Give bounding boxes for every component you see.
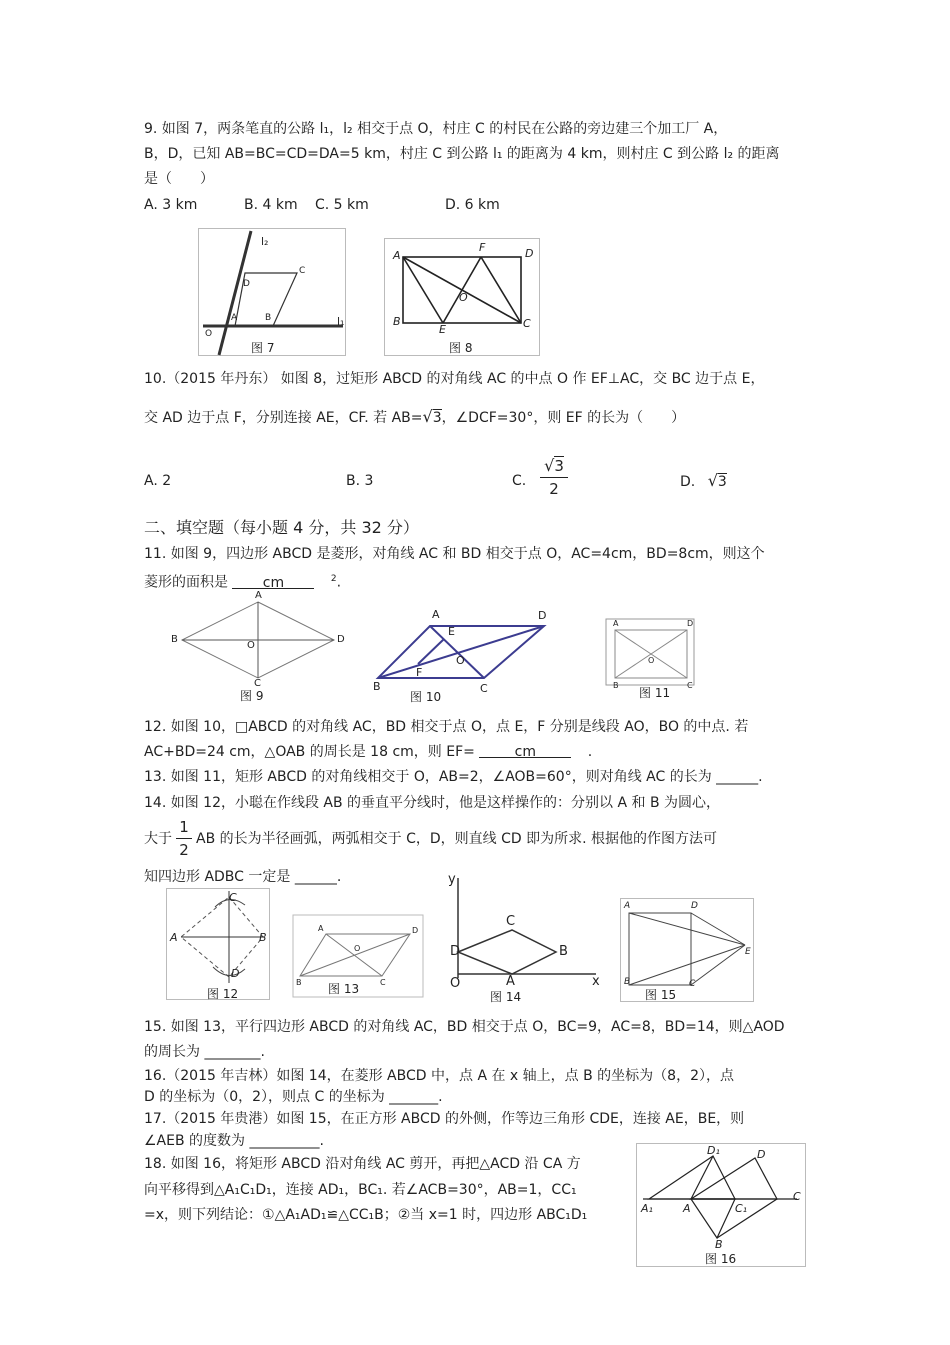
q14-fraction [176, 818, 192, 859]
label-l1: l₁ [337, 315, 345, 328]
sqrt-symbol: √ [544, 456, 555, 475]
label-a: A [624, 901, 631, 911]
label-d: D [757, 1148, 766, 1161]
unit: cm [514, 744, 536, 760]
figure-9-caption: 图 9 [240, 689, 264, 703]
seg-ef [418, 639, 444, 664]
label-b: B [259, 931, 267, 944]
frac-denominator: 2 [549, 480, 559, 498]
superscript: 2 [330, 574, 337, 584]
figure-9 [168, 590, 348, 704]
label-b: B [613, 681, 619, 690]
figure-14-drawing [444, 870, 604, 1006]
q10-option-d-prefix: D. [680, 474, 696, 490]
q10-option-c-fraction [540, 456, 568, 498]
sqrt-radicand: 3 [432, 410, 442, 426]
figure-12 [166, 888, 270, 1000]
figure-11-caption: 图 11 [639, 686, 671, 700]
q10-option-b: B. 3 [346, 473, 374, 489]
figure-14 [444, 870, 604, 1006]
q11-line1: 11. 如图 9，四边形 ABCD 是菱形，对角线 AC 和 BD 相交于点 O，AC=4cm，BD=8cm，则这个 [144, 546, 765, 562]
q14-line3: 知四边形 ADBC 一定是 ______. [144, 869, 342, 885]
q17-line2: ∠AEB 的度数为 __________. [144, 1133, 324, 1149]
label-b: B [265, 313, 272, 323]
answer-blank[interactable] [232, 574, 314, 589]
sqrt-symbol: √ [707, 471, 718, 490]
q17-line1: 17.（2015 年贵港）如图 15，在正方形 ABCD 的外侧，作等边三角形 CDE，连接 AE，BE，则 [144, 1111, 745, 1127]
q16-line1: 16.（2015 年吉林）如图 14，在菱形 ABCD 中，点 A 在 x 轴上，点 B 的坐标为（8，2），点 [144, 1068, 734, 1084]
diag-bd [300, 934, 410, 976]
label-o: O [450, 976, 461, 991]
figure-13-caption: 图 13 [328, 982, 360, 996]
label-c: C [380, 978, 386, 987]
seg-fc [481, 257, 521, 323]
seg-ae [403, 257, 443, 323]
label-d: D [691, 901, 698, 911]
label-o: O [648, 656, 655, 665]
seg-ce [691, 945, 745, 985]
label-o: O [205, 329, 213, 339]
sqrt-symbol: √ [422, 407, 433, 426]
figure-16 [636, 1143, 806, 1267]
frac-bar [176, 838, 192, 839]
section-heading: 二、填空题（每小题 4 分，共 32 分） [144, 518, 419, 537]
figure-8-caption: 图 8 [449, 341, 473, 355]
label-d: D [337, 634, 345, 645]
label-c: C [480, 682, 488, 695]
figure-15 [620, 898, 754, 1002]
figure-12-caption: 图 12 [207, 987, 239, 1001]
label-b: B [624, 977, 631, 987]
label-d1: D₁ [707, 1144, 720, 1157]
label-c: C [689, 979, 696, 989]
seg-ef [443, 257, 481, 323]
label-b: B [171, 634, 178, 645]
q15-line1: 15. 如图 13，平行四边形 ABCD 的对角线 AC，BD 相交于点 O，BC=9，AC=8，BD=14，则△AOD [144, 1019, 785, 1035]
label-x: x [592, 974, 600, 989]
frac-denominator: 2 [179, 841, 189, 859]
q10-option-c-prefix: C. [512, 473, 527, 489]
q9-option-a: A. 3 km [144, 197, 198, 213]
q9-line1: 9. 如图 7，两条笔直的公路 l₁，l₂ 相交于点 O，村庄 C 的村民在公路的旁边建三个加工厂 A， [144, 121, 728, 137]
label-a: A [613, 619, 619, 628]
label-c: C [254, 678, 261, 689]
label-d: D [538, 609, 547, 622]
label-e: E [439, 323, 446, 336]
q9-option-b: B. 4 km [244, 197, 298, 213]
figure-7 [198, 228, 346, 356]
triangle-abc1 [691, 1199, 735, 1238]
period: . [336, 574, 342, 591]
label-y: y [448, 872, 456, 887]
label-b: B [296, 978, 302, 987]
label-a: A [231, 313, 238, 323]
sqrt-radicand: 3 [717, 474, 727, 490]
figure-10 [370, 606, 550, 706]
label-a: A [683, 1202, 691, 1215]
q10-option-d [680, 472, 727, 491]
q13-text: 13. 如图 11，矩形 ABCD 的对角线相交于 O，AB=2，∠AOB=60°，则对角线 AC 的长为 ______. [144, 769, 763, 785]
frac-bar [540, 477, 568, 478]
frac-numerator: 1 [179, 818, 189, 836]
seg-ae [629, 913, 745, 945]
q16-line2: D 的坐标为（0，2），则点 C 的坐标为 _______. [144, 1089, 443, 1105]
q18-line2: 向平移得到△A₁C₁D₁，连接 AD₁，BC₁. 若∠ACB=30°，AB=1，CC₁ [144, 1182, 577, 1198]
q9-line3: 是（ ） [144, 171, 214, 187]
label-o: O [247, 640, 255, 651]
label-d: D [525, 247, 534, 260]
label-o: O [354, 944, 361, 953]
label-d: D [412, 926, 419, 935]
label-d: D [243, 279, 250, 289]
road-l2 [219, 231, 251, 355]
label-a: A [432, 608, 440, 621]
label-b: B [373, 680, 381, 693]
q9-option-c: C. 5 km [315, 197, 369, 213]
figure-8 [384, 238, 540, 356]
period: . [587, 744, 593, 760]
frac-numerator [540, 456, 568, 475]
q14-line1: 14. 如图 12，小聪在作线段 AB 的垂直平分线时，他是这样操作的：分别以 A 和 B 为圆心， [144, 795, 721, 811]
label-f: F [479, 241, 486, 254]
figure-11 [605, 618, 695, 704]
answer-blank[interactable] [479, 743, 571, 758]
label-l2: l₂ [261, 235, 269, 248]
q12-line1: 12. 如图 10，□ABCD 的对角线 AC，BD 相交于点 O，点 E，F 分别是线段 AO，BO 的中点. 若 [144, 719, 749, 735]
label-c1: C₁ [735, 1202, 748, 1215]
label-c: C [506, 914, 516, 929]
label-c: C [523, 317, 531, 330]
figure-15-caption: 图 15 [645, 988, 677, 1002]
q10-line2-end: ，∠DCF=30°，则 EF 的长为（ ） [441, 410, 686, 426]
label-a: A [170, 931, 178, 944]
q18-line1: 18. 如图 16，将矩形 ABCD 沿对角线 AC 剪开，再把△ACD 沿 CA 方 [144, 1156, 581, 1172]
figure-15-drawing [621, 899, 755, 1003]
label-d: D [687, 619, 694, 628]
sqrt-radicand: 3 [554, 457, 564, 475]
triangle-acd [691, 1158, 777, 1199]
label-a: A [255, 590, 262, 601]
q18-line3: =x，则下列结论：①△A₁AD₁≌△CC₁B；②当 x=1 时，四边形 ABC₁D₁ [144, 1207, 588, 1223]
label-c: C [229, 891, 237, 904]
q12-line2-start: AC+BD=24 cm，△OAB 的周长是 18 cm，则 EF= [144, 744, 475, 760]
diag-ac [430, 626, 484, 678]
unit: cm [262, 574, 285, 591]
label-c: C [687, 681, 693, 690]
label-e: E [448, 625, 455, 638]
label-e: E [745, 947, 751, 957]
seg-be [629, 945, 745, 985]
q12-line2 [144, 743, 592, 761]
q10-line2-start: 交 AD 边于点 F，分别连接 AE，CF. 若 AB= [144, 410, 423, 426]
label-b: B [715, 1238, 723, 1251]
figure-14-caption: 图 14 [490, 990, 522, 1004]
label-c: C [299, 266, 306, 276]
label-d: D [231, 967, 240, 980]
q10-line2 [144, 408, 685, 427]
label-f: F [416, 666, 423, 679]
figure-7-drawing [199, 229, 347, 357]
triangle-a1c1d1 [649, 1156, 735, 1199]
label-a1: A₁ [641, 1202, 653, 1215]
seg-de [691, 913, 745, 945]
label-o: O [456, 654, 465, 667]
label-a: A [393, 249, 401, 262]
label-c: C [793, 1190, 801, 1203]
label-a: A [318, 924, 324, 933]
q14-line2-rest: AB 的长为半径画弧，两弧相交于 C，D，则直线 CD 即为所求. 根据他的作图方法可 [196, 831, 717, 847]
figure-10-caption: 图 10 [410, 690, 442, 704]
label-b: B [559, 944, 568, 959]
q15-line2: 的周长为 ________. [144, 1044, 265, 1060]
figure-13 [292, 914, 424, 998]
q10-line1: 10.（2015 年丹东） 如图 8，过矩形 ABCD 的对角线 AC 的中点 O 作 EF⊥AC，交 BC 边于点 E， [144, 371, 765, 387]
figure-16-caption: 图 16 [705, 1252, 737, 1266]
label-b: B [393, 315, 401, 328]
q9-line2: B，D，已知 AB=BC=CD=DA=5 km，村庄 C 到公路 l₁ 的距离为 4 km，则村庄 C 到公路 l₂ 的距离 [144, 146, 780, 162]
label-a: A [506, 974, 515, 989]
q10-option-a: A. 2 [144, 473, 172, 489]
label-o: O [459, 291, 468, 304]
label-d: D [450, 944, 461, 959]
q9-option-d: D. 6 km [445, 197, 500, 213]
figure-7-caption: 图 7 [251, 341, 275, 355]
q11-line2 [144, 570, 341, 592]
rhombus-abcd [458, 930, 556, 974]
q11-line2-start: 菱形的面积是 [144, 574, 228, 591]
q14-line2-start: 大于 [144, 831, 172, 847]
